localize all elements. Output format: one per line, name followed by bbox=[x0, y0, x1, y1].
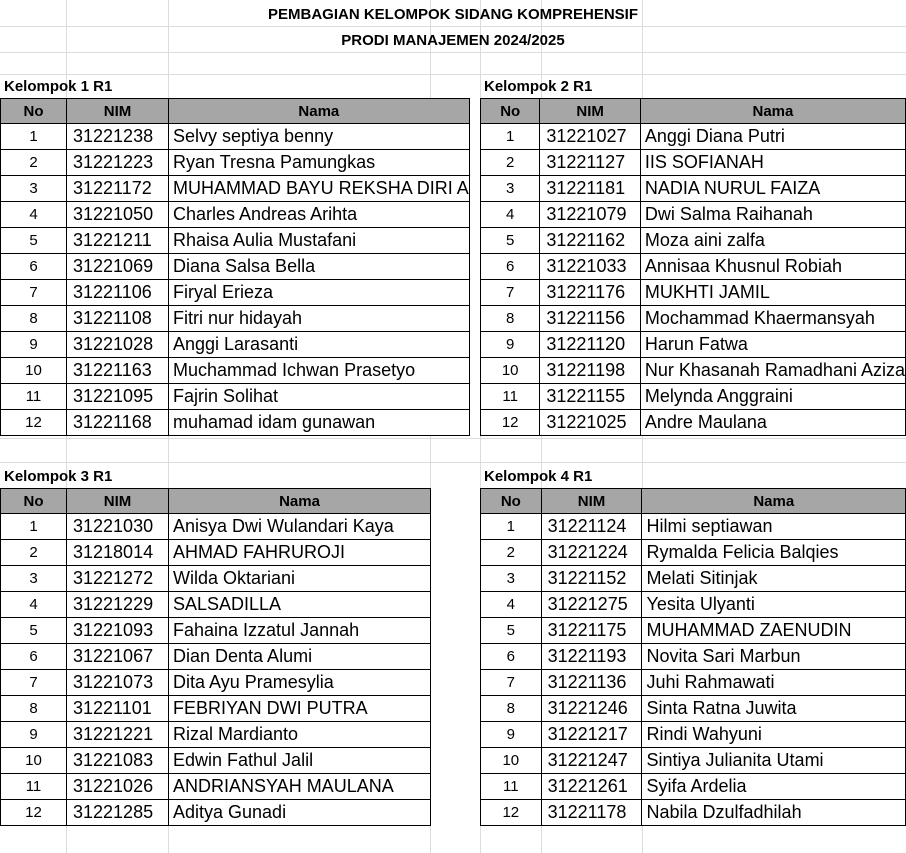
row-nama: Rizal Mardianto bbox=[169, 722, 431, 748]
header-no: No bbox=[1, 99, 67, 124]
row-no: 5 bbox=[481, 228, 540, 254]
table-row bbox=[1, 748, 431, 774]
row-nama: Syifa Ardelia bbox=[642, 774, 906, 800]
row-no: 6 bbox=[1, 644, 67, 670]
row-nama: Nabila Dzulfadhilah bbox=[642, 800, 906, 826]
row-no: 8 bbox=[481, 306, 540, 332]
row-nama: Sintiya Julianita Utami bbox=[642, 748, 906, 774]
table-row bbox=[481, 540, 906, 566]
row-nim: 31221026 bbox=[67, 774, 169, 800]
row-nama: ANDRIANSYAH MAULANA bbox=[169, 774, 431, 800]
row-nama: Wilda Oktariani bbox=[169, 566, 431, 592]
row-no: 7 bbox=[1, 280, 67, 306]
row-nim: 31221030 bbox=[67, 514, 169, 540]
table-row bbox=[481, 358, 906, 384]
row-nama: SALSADILLA bbox=[169, 592, 431, 618]
row-nim: 31221198 bbox=[540, 358, 640, 384]
row-nim: 31221181 bbox=[540, 176, 640, 202]
row-no: 4 bbox=[481, 202, 540, 228]
table-row bbox=[481, 618, 906, 644]
page-subtitle: PRODI MANAJEMEN 2024/2025 bbox=[341, 32, 565, 49]
row-no: 3 bbox=[1, 176, 67, 202]
row-nim: 31221168 bbox=[67, 410, 169, 436]
table-row bbox=[1, 800, 431, 826]
table-row bbox=[1, 644, 431, 670]
row-nama: Rymalda Felicia Balqies bbox=[642, 540, 906, 566]
row-nama: IIS SOFIANAH bbox=[640, 150, 905, 176]
header-no: No bbox=[1, 489, 67, 514]
row-no: 1 bbox=[1, 514, 67, 540]
table-header-row bbox=[481, 489, 906, 514]
row-no: 5 bbox=[1, 228, 67, 254]
row-nama: Nur Khasanah Ramadhani Aziza bbox=[640, 358, 905, 384]
row-nama: Melati Sitinjak bbox=[642, 566, 906, 592]
row-nim: 31221175 bbox=[541, 618, 642, 644]
row-nama: FEBRIYAN DWI PUTRA bbox=[169, 696, 431, 722]
row-no: 4 bbox=[1, 592, 67, 618]
table-row bbox=[1, 202, 470, 228]
row-no: 10 bbox=[481, 748, 542, 774]
header-no: No bbox=[481, 489, 542, 514]
table-row bbox=[1, 306, 470, 332]
row-nama: Annisaa Khusnul Robiah bbox=[640, 254, 905, 280]
row-nim: 31221176 bbox=[540, 280, 640, 306]
header-nim: NIM bbox=[67, 489, 169, 514]
row-nama: NADIA NURUL FAIZA bbox=[640, 176, 905, 202]
row-nim: 31221093 bbox=[67, 618, 169, 644]
row-nama: Dian Denta Alumi bbox=[169, 644, 431, 670]
row-nim: 31221101 bbox=[67, 696, 169, 722]
group-label: Kelompok 3 R1 bbox=[4, 468, 113, 485]
row-nama: Sinta Ratna Juwita bbox=[642, 696, 906, 722]
row-nim: 31221156 bbox=[540, 306, 640, 332]
row-nama: Novita Sari Marbun bbox=[642, 644, 906, 670]
row-nama: Edwin Fathul Jalil bbox=[169, 748, 431, 774]
table-row bbox=[481, 696, 906, 722]
row-nim: 31221247 bbox=[541, 748, 642, 774]
header-nama: Nama bbox=[169, 489, 431, 514]
row-no: 5 bbox=[481, 618, 542, 644]
row-nim: 31221108 bbox=[67, 306, 169, 332]
table-row bbox=[481, 228, 906, 254]
row-nama: Firyal Erieza bbox=[169, 280, 470, 306]
row-nim: 31221027 bbox=[540, 124, 640, 150]
row-nim: 31221246 bbox=[541, 696, 642, 722]
table-row bbox=[481, 124, 906, 150]
table-row bbox=[1, 774, 431, 800]
row-nim: 31221033 bbox=[540, 254, 640, 280]
row-nama: Hilmi septiawan bbox=[642, 514, 906, 540]
row-no: 2 bbox=[1, 150, 67, 176]
row-no: 8 bbox=[481, 696, 542, 722]
group-label: Kelompok 2 R1 bbox=[484, 78, 593, 95]
table-row bbox=[481, 306, 906, 332]
table-row bbox=[481, 254, 906, 280]
row-nim: 31221095 bbox=[67, 384, 169, 410]
header-nama: Nama bbox=[640, 99, 905, 124]
header-nama: Nama bbox=[642, 489, 906, 514]
row-nim: 31221238 bbox=[67, 124, 169, 150]
row-no: 11 bbox=[1, 774, 67, 800]
row-nim: 31221136 bbox=[541, 670, 642, 696]
table-row bbox=[481, 202, 906, 228]
row-nama: Fajrin Solihat bbox=[169, 384, 470, 410]
row-nim: 31221223 bbox=[67, 150, 169, 176]
row-no: 12 bbox=[1, 410, 67, 436]
row-nim: 31221285 bbox=[67, 800, 169, 826]
row-no: 8 bbox=[1, 306, 67, 332]
table-row bbox=[1, 540, 431, 566]
row-nim: 31221172 bbox=[67, 176, 169, 202]
page-title: PEMBAGIAN KELOMPOK SIDANG KOMPREHENSIF bbox=[267, 6, 639, 23]
table-row bbox=[1, 670, 431, 696]
row-nama: Selvy septiya benny bbox=[169, 124, 470, 150]
row-nama: Ryan Tresna Pamungkas bbox=[169, 150, 470, 176]
row-nama: AHMAD FAHRUROJI bbox=[169, 540, 431, 566]
row-nim: 31221193 bbox=[541, 644, 642, 670]
group-table bbox=[480, 98, 906, 436]
group-label: Kelompok 4 R1 bbox=[484, 468, 593, 485]
table-row bbox=[481, 670, 906, 696]
table-row bbox=[1, 566, 431, 592]
row-no: 9 bbox=[1, 332, 67, 358]
row-nim: 31221261 bbox=[541, 774, 642, 800]
row-nama: Yesita Ulyanti bbox=[642, 592, 906, 618]
header-no: No bbox=[481, 99, 540, 124]
row-nim: 31221163 bbox=[67, 358, 169, 384]
row-no: 6 bbox=[481, 644, 542, 670]
row-nim: 31221025 bbox=[540, 410, 640, 436]
row-no: 3 bbox=[481, 176, 540, 202]
table-row bbox=[1, 618, 431, 644]
row-nim: 31221178 bbox=[541, 800, 642, 826]
table-row bbox=[481, 800, 906, 826]
row-nama: Rhaisa Aulia Mustafani bbox=[169, 228, 470, 254]
row-nama: Andre Maulana bbox=[640, 410, 905, 436]
row-nim: 31221120 bbox=[540, 332, 640, 358]
table-header-row bbox=[481, 99, 906, 124]
table-row bbox=[481, 748, 906, 774]
table-row bbox=[481, 176, 906, 202]
row-nama: Dwi Salma Raihanah bbox=[640, 202, 905, 228]
group-table bbox=[0, 488, 431, 826]
header-nama: Nama bbox=[169, 99, 470, 124]
row-nim: 31221152 bbox=[541, 566, 642, 592]
table-row bbox=[481, 722, 906, 748]
row-nim: 31221211 bbox=[67, 228, 169, 254]
row-no: 2 bbox=[481, 150, 540, 176]
row-no: 2 bbox=[481, 540, 542, 566]
row-nama: Melynda Anggraini bbox=[640, 384, 905, 410]
row-nama: Anisya Dwi Wulandari Kaya bbox=[169, 514, 431, 540]
row-no: 3 bbox=[1, 566, 67, 592]
row-no: 7 bbox=[481, 280, 540, 306]
row-no: 11 bbox=[481, 774, 542, 800]
row-nama: Aditya Gunadi bbox=[169, 800, 431, 826]
row-nim: 31221272 bbox=[67, 566, 169, 592]
row-nim: 31221229 bbox=[67, 592, 169, 618]
table-row bbox=[1, 696, 431, 722]
row-no: 7 bbox=[481, 670, 542, 696]
row-nama: Anggi Larasanti bbox=[169, 332, 470, 358]
row-nama: MUHAMMAD ZAENUDIN bbox=[642, 618, 906, 644]
row-no: 1 bbox=[481, 514, 542, 540]
row-no: 3 bbox=[481, 566, 542, 592]
row-nama: MUKHTI JAMIL bbox=[640, 280, 905, 306]
table-header-row bbox=[1, 99, 470, 124]
row-nama: Fahaina Izzatul Jannah bbox=[169, 618, 431, 644]
table-row bbox=[481, 592, 906, 618]
row-nama: Harun Fatwa bbox=[640, 332, 905, 358]
row-nama: Fitri nur hidayah bbox=[169, 306, 470, 332]
row-no: 6 bbox=[481, 254, 540, 280]
row-nim: 31221106 bbox=[67, 280, 169, 306]
table-row bbox=[481, 280, 906, 306]
table-row bbox=[481, 384, 906, 410]
row-nama: Rindi Wahyuni bbox=[642, 722, 906, 748]
row-nim: 31221217 bbox=[541, 722, 642, 748]
row-no: 7 bbox=[1, 670, 67, 696]
row-nama: Mochammad Khaermansyah bbox=[640, 306, 905, 332]
row-no: 12 bbox=[1, 800, 67, 826]
table-row bbox=[1, 358, 470, 384]
row-nama: Moza aini zalfa bbox=[640, 228, 905, 254]
row-nim: 31221127 bbox=[540, 150, 640, 176]
row-nim: 31221079 bbox=[540, 202, 640, 228]
table-row bbox=[1, 280, 470, 306]
row-nim: 31221069 bbox=[67, 254, 169, 280]
table-row bbox=[481, 150, 906, 176]
row-nim: 31221155 bbox=[540, 384, 640, 410]
row-no: 1 bbox=[1, 124, 67, 150]
table-row bbox=[1, 384, 470, 410]
row-no: 4 bbox=[481, 592, 542, 618]
table-row bbox=[1, 176, 470, 202]
row-no: 8 bbox=[1, 696, 67, 722]
row-no: 2 bbox=[1, 540, 67, 566]
row-nama: Dita Ayu Pramesylia bbox=[169, 670, 431, 696]
row-nama: Anggi Diana Putri bbox=[640, 124, 905, 150]
table-row bbox=[1, 514, 431, 540]
table-row bbox=[481, 566, 906, 592]
row-nama: Charles Andreas Arihta bbox=[169, 202, 470, 228]
row-no: 9 bbox=[481, 722, 542, 748]
row-no: 9 bbox=[1, 722, 67, 748]
table-row bbox=[1, 150, 470, 176]
table-row bbox=[1, 410, 470, 436]
row-no: 10 bbox=[481, 358, 540, 384]
table-row bbox=[1, 332, 470, 358]
row-nim: 31221221 bbox=[67, 722, 169, 748]
row-nama: Diana Salsa Bella bbox=[169, 254, 470, 280]
group-table bbox=[480, 488, 906, 826]
table-row bbox=[1, 254, 470, 280]
group-table bbox=[0, 98, 470, 436]
table-header-row bbox=[1, 489, 431, 514]
table-row bbox=[1, 124, 470, 150]
row-nim: 31221067 bbox=[67, 644, 169, 670]
row-nim: 31221083 bbox=[67, 748, 169, 774]
row-no: 11 bbox=[481, 384, 540, 410]
table-row bbox=[1, 722, 431, 748]
row-no: 12 bbox=[481, 800, 542, 826]
row-nim: 31218014 bbox=[67, 540, 169, 566]
row-nama: muhamad idam gunawan bbox=[169, 410, 470, 436]
header-nim: NIM bbox=[540, 99, 640, 124]
row-nim: 31221224 bbox=[541, 540, 642, 566]
row-no: 10 bbox=[1, 748, 67, 774]
table-row bbox=[481, 514, 906, 540]
row-nama: Juhi Rahmawati bbox=[642, 670, 906, 696]
row-no: 9 bbox=[481, 332, 540, 358]
row-nama: Muchammad Ichwan Prasetyo bbox=[169, 358, 470, 384]
row-nim: 31221050 bbox=[67, 202, 169, 228]
row-nama: MUHAMMAD BAYU REKSHA DIRI A bbox=[169, 176, 470, 202]
table-row bbox=[1, 228, 470, 254]
row-nim: 31221124 bbox=[541, 514, 642, 540]
group-label: Kelompok 1 R1 bbox=[4, 78, 113, 95]
row-nim: 31221275 bbox=[541, 592, 642, 618]
table-row bbox=[481, 332, 906, 358]
table-row bbox=[481, 774, 906, 800]
row-no: 1 bbox=[481, 124, 540, 150]
table-row bbox=[1, 592, 431, 618]
row-no: 12 bbox=[481, 410, 540, 436]
header-nim: NIM bbox=[67, 99, 169, 124]
row-nim: 31221073 bbox=[67, 670, 169, 696]
row-nim: 31221028 bbox=[67, 332, 169, 358]
header-nim: NIM bbox=[541, 489, 642, 514]
row-no: 6 bbox=[1, 254, 67, 280]
row-no: 4 bbox=[1, 202, 67, 228]
table-row bbox=[481, 644, 906, 670]
row-no: 5 bbox=[1, 618, 67, 644]
row-no: 11 bbox=[1, 384, 67, 410]
row-no: 10 bbox=[1, 358, 67, 384]
row-nim: 31221162 bbox=[540, 228, 640, 254]
table-row bbox=[481, 410, 906, 436]
